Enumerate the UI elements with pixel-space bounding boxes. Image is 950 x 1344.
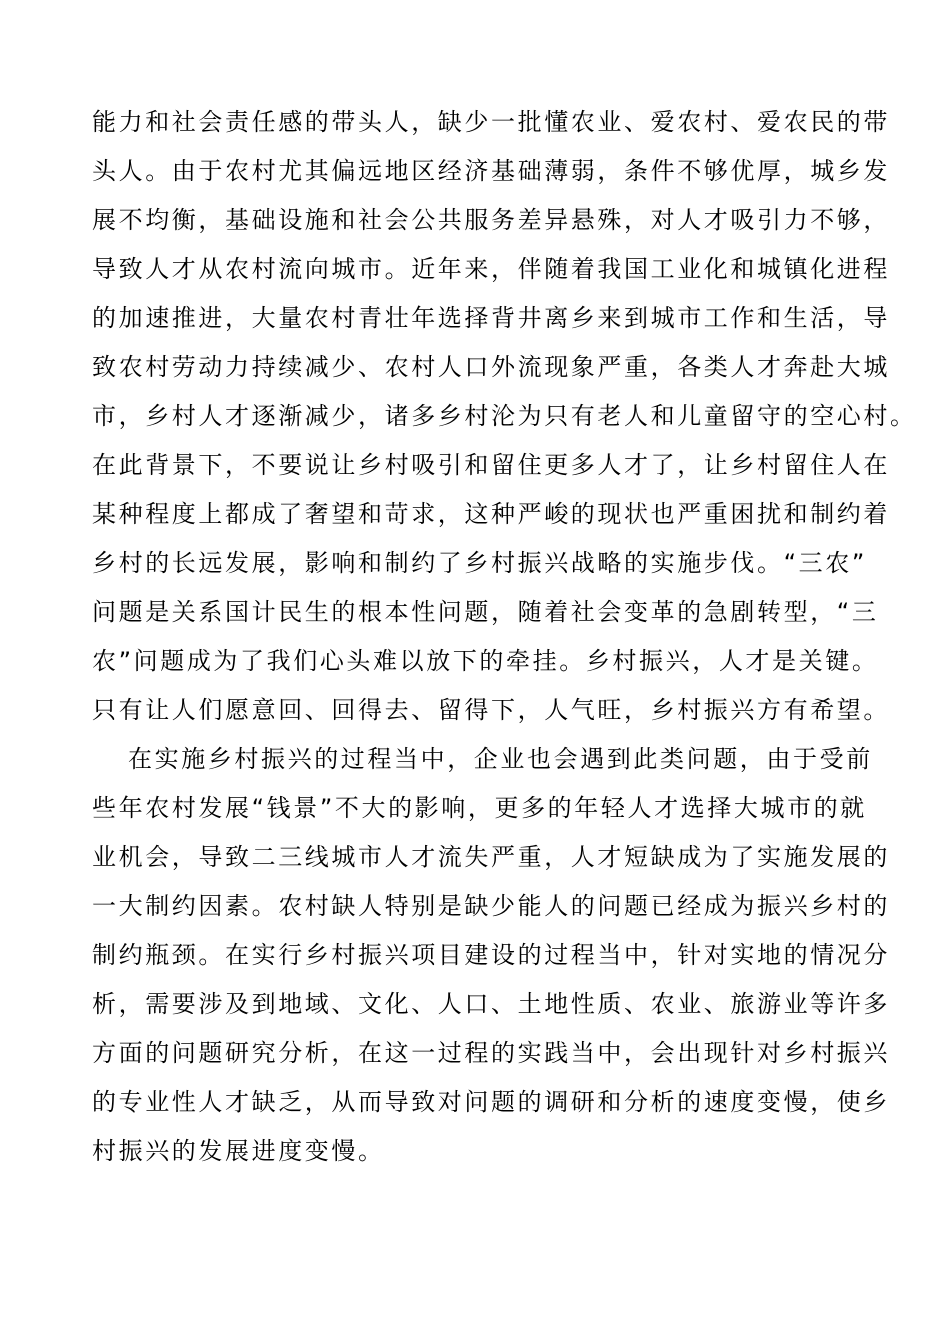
text-line-first-indented: 在实施乡村振兴的过程当中，企业也会遇到此类问题，由于受前 [128,745,873,773]
document-body [92,98,917,1176]
text-line: 业机会，导致二三线城市人才流失严重，人才短缺成为了实施发展的 [92,843,890,871]
text-line: 乡村的长远发展，影响和制约了乡村振兴战略的实施步伐。“三农” [92,549,867,577]
text-line: 的专业性人才缺乏，从而导致对问题的调研和分析的速度变慢，使乡 [92,1088,890,1116]
text-line: 市，乡村人才逐渐减少，诸多乡村沦为只有老人和儿童留守的空心村。 [92,402,917,430]
text-line: 的加速推进，大量农村青壮年选择背井离乡来到城市工作和生活，导 [92,304,890,332]
paragraph-2 [92,735,892,1176]
text-line: 村振兴的发展进度变慢。 [92,1137,385,1165]
text-line: 只有让人们愿意回、回得去、留得下，人气旺，乡村振兴方有希望。 [92,696,890,724]
text-line: 制约瓶颈。在实行乡村振兴项目建设的过程当中，针对实地的情况分 [92,941,890,969]
text-line: 能力和社会责任感的带头人，缺少一批懂农业、爱农村、爱农民的带 [92,108,890,136]
text-line: 头人。由于农村尤其偏远地区经济基础薄弱，条件不够优厚，城乡发 [92,157,890,185]
text-line: 方面的问题研究分析，在这一过程的实践当中，会出现针对乡村振兴 [92,1039,890,1067]
text-line: 某种程度上都成了奢望和苛求，这种严峻的现状也严重困扰和制约着 [92,500,890,528]
text-line: 一大制约因素。农村缺人特别是缺少能人的问题已经成为振兴乡村的 [92,892,890,920]
paragraph-1 [92,98,917,735]
text-line: 在此背景下，不要说让乡村吸引和留住更多人才了，让乡村留住人在 [92,451,890,479]
text-line: 些年农村发展“钱景”不大的影响，更多的年轻人才选择大城市的就 [92,794,867,822]
text-line: 致农村劳动力持续减少、农村人口外流现象严重，各类人才奔赴大城 [92,353,890,381]
text-line: 析，需要涉及到地域、文化、人口、土地性质、农业、旅游业等许多 [92,990,890,1018]
text-line: 问题是关系国计民生的根本性问题，随着社会变革的急剧转型，“三 [92,598,879,626]
text-line: 展不均衡，基础设施和社会公共服务差异悬殊，对人才吸引力不够， [92,206,890,234]
text-line: 导致人才从农村流向城市。近年来，伴随着我国工业化和城镇化进程 [92,255,890,283]
text-line: 农”问题成为了我们心头难以放下的牵挂。乡村振兴，人才是关键。 [92,647,879,675]
